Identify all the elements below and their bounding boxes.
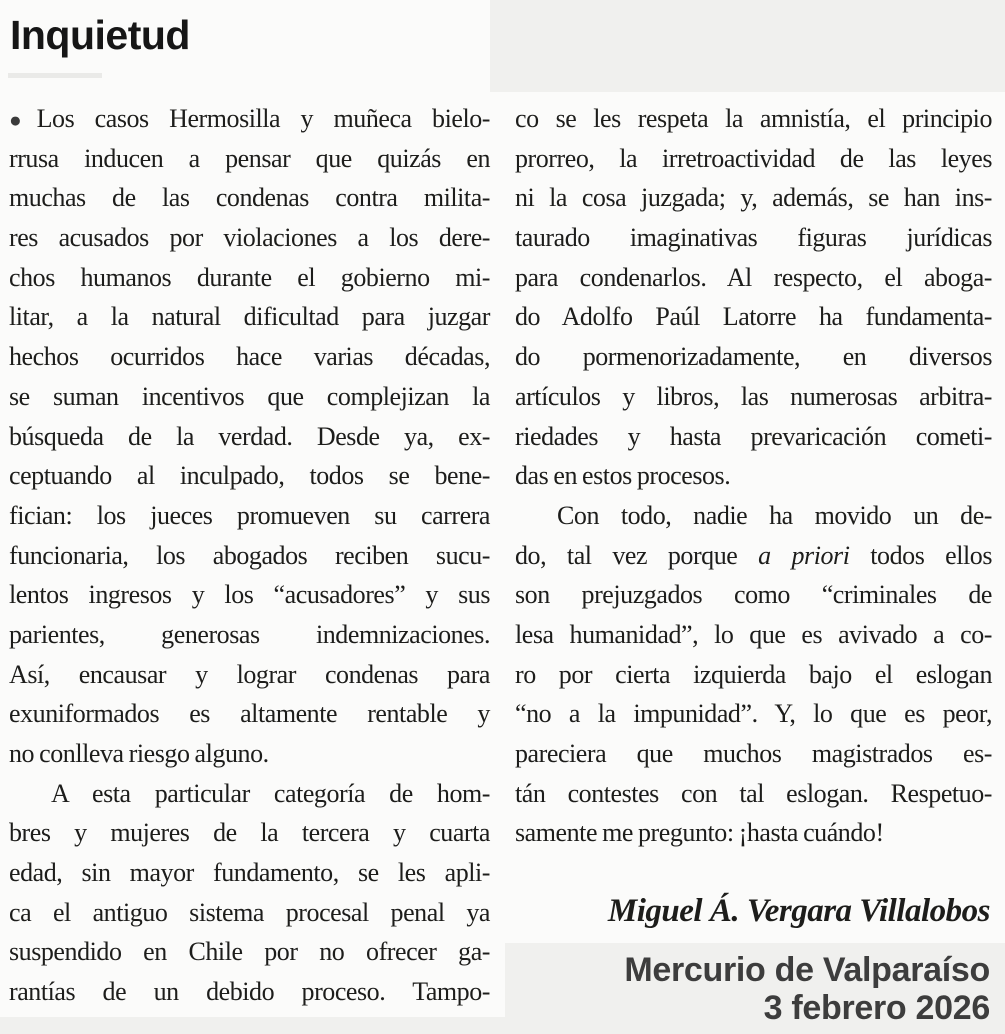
text-line — [515, 258, 992, 298]
text-segment: “no a la impunidad”. Y, lo que es peor, — [515, 699, 992, 729]
scan-artifact-title-underline — [8, 73, 102, 78]
author-signature: Miguel Á. Vergara Villalobos — [607, 893, 990, 929]
text-segment: ro por cierta izquierda bajo el eslogan — [515, 659, 992, 689]
text-line — [515, 456, 992, 496]
text-line — [515, 496, 992, 536]
text-line — [9, 139, 490, 179]
text-line — [515, 139, 992, 179]
text-segment: rantías de un debido proceso. Tampo- — [9, 977, 490, 1007]
text-segment: A esta particular categoría de hom- — [51, 778, 490, 808]
text-line — [515, 178, 992, 218]
text-line — [515, 694, 992, 734]
text-segment: Así, encausar y lograr condenas para — [9, 659, 490, 689]
text-line — [515, 297, 992, 337]
text-segment: Con todo, nadie ha movido un de- — [557, 500, 992, 530]
text-segment: ca el antiguo sistema procesal penal ya — [9, 897, 490, 927]
text-line — [9, 615, 490, 655]
text-line — [9, 932, 490, 972]
text-segment: lentos ingresos y los “acusadores” y sus — [9, 580, 490, 610]
text-line — [9, 456, 490, 496]
text-line — [9, 813, 490, 853]
text-segment: parientes, generosas indemnizaciones. — [9, 619, 490, 649]
text-line — [515, 734, 992, 774]
text-segment: pareciera que muchos magistrados es- — [515, 739, 992, 768]
scan-artifact-top-right — [490, 0, 1005, 92]
text-line — [515, 417, 992, 457]
text-segment: hechos ocurridos hace varias décadas, — [9, 342, 490, 372]
text-segment: chos humanos durante el gobierno mi- — [9, 262, 490, 292]
text-line — [9, 258, 490, 298]
text-line — [515, 774, 992, 814]
text-line — [515, 536, 992, 576]
text-segment: Los casos Hermosilla y muñeca bielo- — [36, 104, 490, 133]
text-segment: edad, sin mayor fundamento, se les apli- — [9, 858, 490, 888]
text-segment: funcionaria, los abogados reciben sucu- — [9, 540, 490, 570]
text-segment: todos ellos — [849, 540, 992, 570]
text-line — [9, 774, 490, 814]
text-line — [9, 297, 490, 337]
text-segment: taurado imaginativas figuras jurídicas — [515, 223, 992, 253]
text-segment: artículos y libros, las numerosas arbitra- — [515, 381, 992, 411]
text-line — [9, 178, 490, 218]
text-line — [9, 496, 490, 536]
text-segment: ceptuando al inculpado, todos se bene- — [9, 461, 490, 491]
text-line — [9, 853, 490, 893]
text-segment: se suman incentivos que complejizan la — [9, 381, 490, 411]
text-segment: fician: los jueces promueven su carrera — [9, 500, 490, 530]
text-segment: do pormenorizadamente, en diversos — [515, 342, 992, 372]
text-segment: a priori — [758, 540, 850, 570]
text-segment: búsqueda de la verdad. Desde ya, ex- — [9, 421, 490, 451]
text-line — [9, 972, 490, 1012]
text-column-right — [515, 99, 992, 853]
text-line — [9, 536, 490, 576]
text-segment: para condenarlos. Al respecto, el aboga- — [515, 262, 992, 292]
text-segment: samente me pregunto: ¡hasta cuándo! — [515, 818, 884, 848]
source-footer — [624, 951, 990, 1027]
text-line — [515, 218, 992, 258]
text-line — [9, 734, 490, 774]
text-line — [515, 377, 992, 417]
source-date: 3 febrero 2026 — [763, 989, 990, 1027]
text-line — [9, 377, 490, 417]
text-segment: do Adolfo Paúl Latorre ha fundamenta- — [515, 302, 992, 332]
text-segment: do, tal vez porque — [515, 540, 759, 570]
text-line — [9, 417, 490, 457]
text-segment: exuniformados es altamente rentable y — [9, 699, 490, 729]
text-column-left — [9, 99, 490, 1012]
text-segment: no conlleva riesgo alguno. — [9, 739, 269, 768]
text-line — [515, 337, 992, 377]
text-segment: riedades y hasta prevaricación cometi- — [515, 421, 992, 451]
text-segment: son prejuzgados como “criminales de — [515, 580, 992, 610]
text-line — [9, 575, 490, 615]
text-segment: rrusa inducen a pensar que quizás en — [9, 143, 490, 173]
text-segment: ni la cosa juzgada; y, además, se han ins- — [515, 183, 992, 213]
text-line — [9, 337, 490, 377]
text-segment: muchas de las condenas contra milita- — [9, 183, 490, 213]
text-line — [515, 615, 992, 655]
text-line — [515, 655, 992, 695]
text-line — [515, 813, 992, 853]
text-segment: das en estos procesos. — [515, 461, 731, 491]
text-segment: suspendido en Chile por no ofrecer ga- — [9, 937, 490, 967]
text-line — [515, 575, 992, 615]
text-segment: lesa humanidad”, lo que es avivado a co- — [515, 619, 992, 649]
text-segment: res acusados por violaciones a los dere- — [9, 223, 490, 253]
text-line — [9, 655, 490, 695]
text-segment: litar, a la natural dificultad para juzgar — [9, 302, 490, 332]
text-line — [9, 99, 490, 139]
text-line — [9, 218, 490, 258]
text-segment: prorreo, la irretroactividad de las leyes — [515, 143, 992, 173]
text-segment: bres y mujeres de la tercera y cuarta — [9, 818, 490, 848]
paragraph-bullet-icon: ● — [9, 108, 37, 132]
text-segment: co se les respeta la amnistía, el principio — [515, 104, 992, 133]
source-name: Mercurio de Valparaíso — [624, 951, 990, 989]
text-line — [515, 99, 992, 139]
article-title: Inquietud — [10, 12, 190, 58]
text-line — [9, 893, 490, 933]
text-segment: tán contestes con tal eslogan. Respetuo- — [515, 778, 992, 808]
text-line — [9, 694, 490, 734]
